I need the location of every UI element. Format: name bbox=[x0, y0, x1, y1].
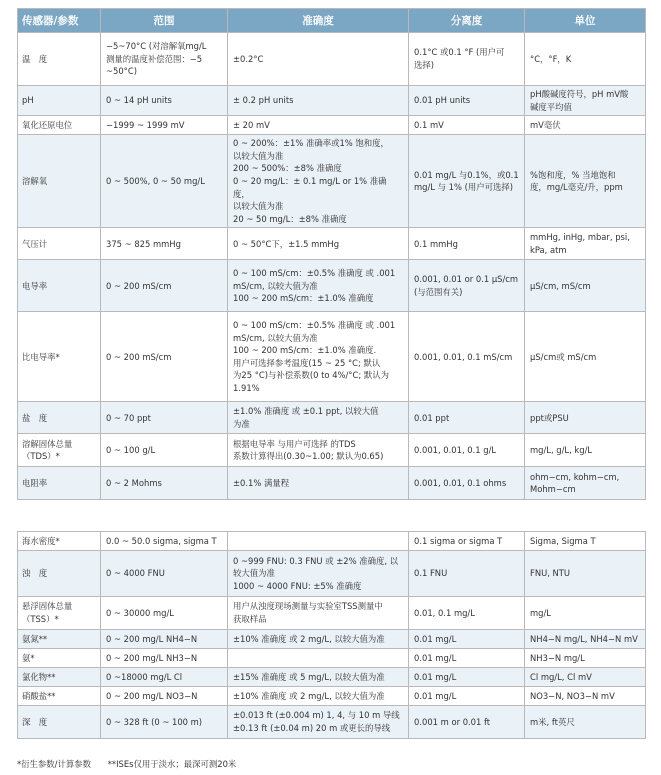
cell-resolution: 0.01 pH units bbox=[409, 86, 525, 116]
cell-resolution: 0.01 mg/L bbox=[409, 649, 525, 668]
table-row bbox=[18, 116, 646, 135]
cell-parameter: 比电导率* bbox=[18, 312, 101, 402]
cell-parameter: 气压计 bbox=[18, 228, 101, 260]
cell-accuracy: ±0.2°C bbox=[228, 33, 409, 86]
cell-accuracy: 0 ~999 FNU: 0.3 FNU 或 ±2% 准确度, 以 较大值为准 1000 ~ 4000 FNU: ±5% 准确度 bbox=[228, 551, 409, 597]
header-parameter: 传感器/参数 bbox=[18, 9, 101, 33]
cell-range: 0 ~ 500%, 0 ~ 50 mg/L bbox=[101, 135, 228, 228]
cell-parameter: 悬浮固体总量 （TSS）* bbox=[18, 597, 101, 630]
table-row bbox=[18, 33, 646, 86]
cell-accuracy: ±0.013 ft (±0.004 m) 1, 4, 与 10 m 导线 ±0.13 ft (±0.04 m) 20 m 或更长的导线 bbox=[228, 706, 409, 739]
cell-range: 0 ~ 30000 mg/L bbox=[101, 597, 228, 630]
cell-units: NO3−N, NO3−N mV bbox=[525, 687, 646, 706]
cell-parameter: pH bbox=[18, 86, 101, 116]
cell-range: 0 ~ 200 mS/cm bbox=[101, 312, 228, 402]
header-resolution: 分离度 bbox=[409, 9, 525, 33]
cell-range: −5~70°C (对溶解氧mg/L 测量的温度补偿范围：−5 ~50°C) bbox=[101, 33, 228, 86]
cell-parameter: 硝酸盐** bbox=[18, 687, 101, 706]
cell-parameter: 氨* bbox=[18, 649, 101, 668]
cell-range: 0 ~ 200 mg/L NH4−N bbox=[101, 630, 228, 649]
cell-parameter: 氧化还原电位 bbox=[18, 116, 101, 135]
cell-range: 0 ~ 200 mg/L NO3−N bbox=[101, 687, 228, 706]
cell-parameter: 浊 度 bbox=[18, 551, 101, 597]
table-row bbox=[18, 687, 646, 706]
cell-accuracy: 0 ~ 50°C下，±1.5 mmHg bbox=[228, 228, 409, 260]
cell-parameter: 温 度 bbox=[18, 33, 101, 86]
table-row bbox=[18, 597, 646, 630]
cell-accuracy: 0 ~ 100 mS/cm：±0.5% 准确度 或 .001 mS/cm, 以较大值为准 100 ~ 200 mS/cm：±1.0% 准确度 bbox=[228, 260, 409, 312]
cell-resolution: 0.001, 0.01, 0.1 ohms bbox=[409, 467, 525, 500]
cell-range: 375 ~ 825 mmHg bbox=[101, 228, 228, 260]
table-row bbox=[18, 135, 646, 228]
table-row bbox=[18, 649, 646, 668]
cell-accuracy: 0 ~ 200%：±1% 准确率或1% 饱和度， 以较大值为准 200 ~ 500%：±8% 准确度 0 ~ 20 mg/L：± 0.1 mg/L or 1% 准确度， 以较大值为准 20 ~ 50 mg/L：±8% 准确度 bbox=[228, 135, 409, 228]
cell-parameter: 电导率 bbox=[18, 260, 101, 312]
cell-units: mg/L, g/L, kg/L bbox=[525, 434, 646, 467]
table-row bbox=[18, 706, 646, 739]
table-row bbox=[18, 668, 646, 687]
cell-range: 0 ~ 2 Mohms bbox=[101, 467, 228, 500]
cell-accuracy: ±0.1% 满量程 bbox=[228, 467, 409, 500]
cell-resolution: 0.01, 0.1 mg/L bbox=[409, 597, 525, 630]
footnote-ise: **ISEs仅用于淡水；最深可测20米 bbox=[107, 759, 237, 769]
cell-units: mV毫伏 bbox=[525, 116, 646, 135]
cell-units: m米, ft英尺 bbox=[525, 706, 646, 739]
cell-accuracy: ±1.0% 准确度 或 ±0.1 ppt, 以较大值 为准 bbox=[228, 402, 409, 434]
cell-accuracy: ±10% 准确度 或 2 mg/L, 以较大值为准 bbox=[228, 687, 409, 706]
cell-units: NH4−N mg/L, NH4−N mV bbox=[525, 630, 646, 649]
cell-resolution: 0.01 mg/L 与0.1%，或0.1 mg/L 与 1% (用户可选择) bbox=[409, 135, 525, 228]
table-row bbox=[18, 434, 646, 467]
cell-units: Cl mg/L, Cl mV bbox=[525, 668, 646, 687]
table-row bbox=[18, 630, 646, 649]
cell-resolution: 0.001, 0.01, 0.1 mS/cm bbox=[409, 312, 525, 402]
header-units: 单位 bbox=[525, 9, 646, 33]
cell-resolution: 0.001 m or 0.01 ft bbox=[409, 706, 525, 739]
cell-range: 0 ~ 100 g/L bbox=[101, 434, 228, 467]
cell-resolution: 0.1 FNU bbox=[409, 551, 525, 597]
cell-parameter: 盐 度 bbox=[18, 402, 101, 434]
cell-parameter: 溶解固体总量 （TDS）* bbox=[18, 434, 101, 467]
cell-resolution: 0.01 ppt bbox=[409, 402, 525, 434]
cell-parameter: 氯化物** bbox=[18, 668, 101, 687]
cell-units: %饱和度，% 当地饱和 度，mg/L毫克/升，ppm bbox=[525, 135, 646, 228]
cell-range: 0 ~ 200 mg/L NH3−N bbox=[101, 649, 228, 668]
cell-resolution: 0.01 mg/L bbox=[409, 687, 525, 706]
cell-resolution: 0.1 sigma or sigma T bbox=[409, 532, 525, 551]
cell-resolution: 0.01 mg/L bbox=[409, 630, 525, 649]
cell-accuracy bbox=[228, 649, 409, 668]
cell-parameter: 深 度 bbox=[18, 706, 101, 739]
table-row bbox=[18, 312, 646, 402]
cell-resolution: 0.1 mmHg bbox=[409, 228, 525, 260]
cell-units: ohm−cm, kohm−cm, Mohm−cm bbox=[525, 467, 646, 500]
cell-parameter: 氨氮** bbox=[18, 630, 101, 649]
sensor-spec-table bbox=[17, 8, 646, 500]
cell-range: 0 ~ 14 pH units bbox=[101, 86, 228, 116]
cell-units: FNU, NTU bbox=[525, 551, 646, 597]
header-accuracy: 准确度 bbox=[228, 9, 409, 33]
cell-range: −1999 ~ 1999 mV bbox=[101, 116, 228, 135]
cell-accuracy: 根据电导率 与用户可选择 的TDS 系数计算得出(0.30~1.00; 默认为0.65) bbox=[228, 434, 409, 467]
header-range: 范围 bbox=[101, 9, 228, 33]
cell-accuracy: ±10% 准确度 或 2 mg/L, 以较大值为准 bbox=[228, 630, 409, 649]
cell-units: Sigma, Sigma T bbox=[525, 532, 646, 551]
table-row bbox=[18, 402, 646, 434]
cell-units: °C，°F，K bbox=[525, 33, 646, 86]
cell-units: μS/cm或 mS/cm bbox=[525, 312, 646, 402]
cell-parameter: 电阻率 bbox=[18, 467, 101, 500]
cell-resolution: 0.01 mg/L bbox=[409, 668, 525, 687]
cell-resolution: 0.001, 0.01, 0.1 g/L bbox=[409, 434, 525, 467]
table-row bbox=[18, 467, 646, 500]
cell-resolution: 0.1°C 或0.1 °F (用户可 选择) bbox=[409, 33, 525, 86]
cell-resolution: 0.1 mV bbox=[409, 116, 525, 135]
table-row bbox=[18, 551, 646, 597]
cell-accuracy: 0 ~ 100 mS/cm：±0.5% 准确度 或 .001 mS/cm, 以较大值为准 100 ~ 200 mS/cm：±1.0% 准确度. 用户可选择参考温度(15 ~ 25 °C; 默认 为25 °C)与补偿系数(0 to 4%/°C; 默认为 1.91% bbox=[228, 312, 409, 402]
table-row bbox=[18, 532, 646, 551]
cell-units: pH酸碱度符号，pH mV酸 碱度平均值 bbox=[525, 86, 646, 116]
cell-range: 0 ~ 70 ppt bbox=[101, 402, 228, 434]
cell-units: μS/cm, mS/cm bbox=[525, 260, 646, 312]
sensor-spec-table-continued bbox=[17, 531, 646, 739]
cell-units: ppt或PSU bbox=[525, 402, 646, 434]
cell-range: 0 ~18000 mg/L Cl bbox=[101, 668, 228, 687]
cell-accuracy: 用户从浊度现场测量与实验室TSS测量中 获取样品 bbox=[228, 597, 409, 630]
cell-accuracy: ± 20 mV bbox=[228, 116, 409, 135]
cell-units: mg/L bbox=[525, 597, 646, 630]
cell-range: 0 ~ 200 mS/cm bbox=[101, 260, 228, 312]
cell-units: mmHg, inHg, mbar, psi, kPa, atm bbox=[525, 228, 646, 260]
cell-range: 0 ~ 4000 FNU bbox=[101, 551, 228, 597]
cell-accuracy bbox=[228, 532, 409, 551]
cell-accuracy: ± 0.2 pH units bbox=[228, 86, 409, 116]
table-header-row bbox=[18, 9, 646, 33]
cell-range: 0.0 ~ 50.0 sigma, sigma T bbox=[101, 532, 228, 551]
cell-accuracy: ±15% 准确度 或 5 mg/L, 以较大值为准 bbox=[228, 668, 409, 687]
table-row bbox=[18, 86, 646, 116]
table-row bbox=[18, 228, 646, 260]
cell-units: NH3−N mg/L bbox=[525, 649, 646, 668]
footnote-derived: *衍生参数/计算参数 bbox=[17, 759, 92, 769]
cell-resolution: 0.001, 0.01 or 0.1 μS/cm (与范围有关) bbox=[409, 260, 525, 312]
table-row bbox=[18, 260, 646, 312]
footnotes bbox=[17, 758, 250, 770]
cell-parameter: 海水密度* bbox=[18, 532, 101, 551]
cell-parameter: 溶解氧 bbox=[18, 135, 101, 228]
cell-range: 0 ~ 328 ft (0 ~ 100 m) bbox=[101, 706, 228, 739]
